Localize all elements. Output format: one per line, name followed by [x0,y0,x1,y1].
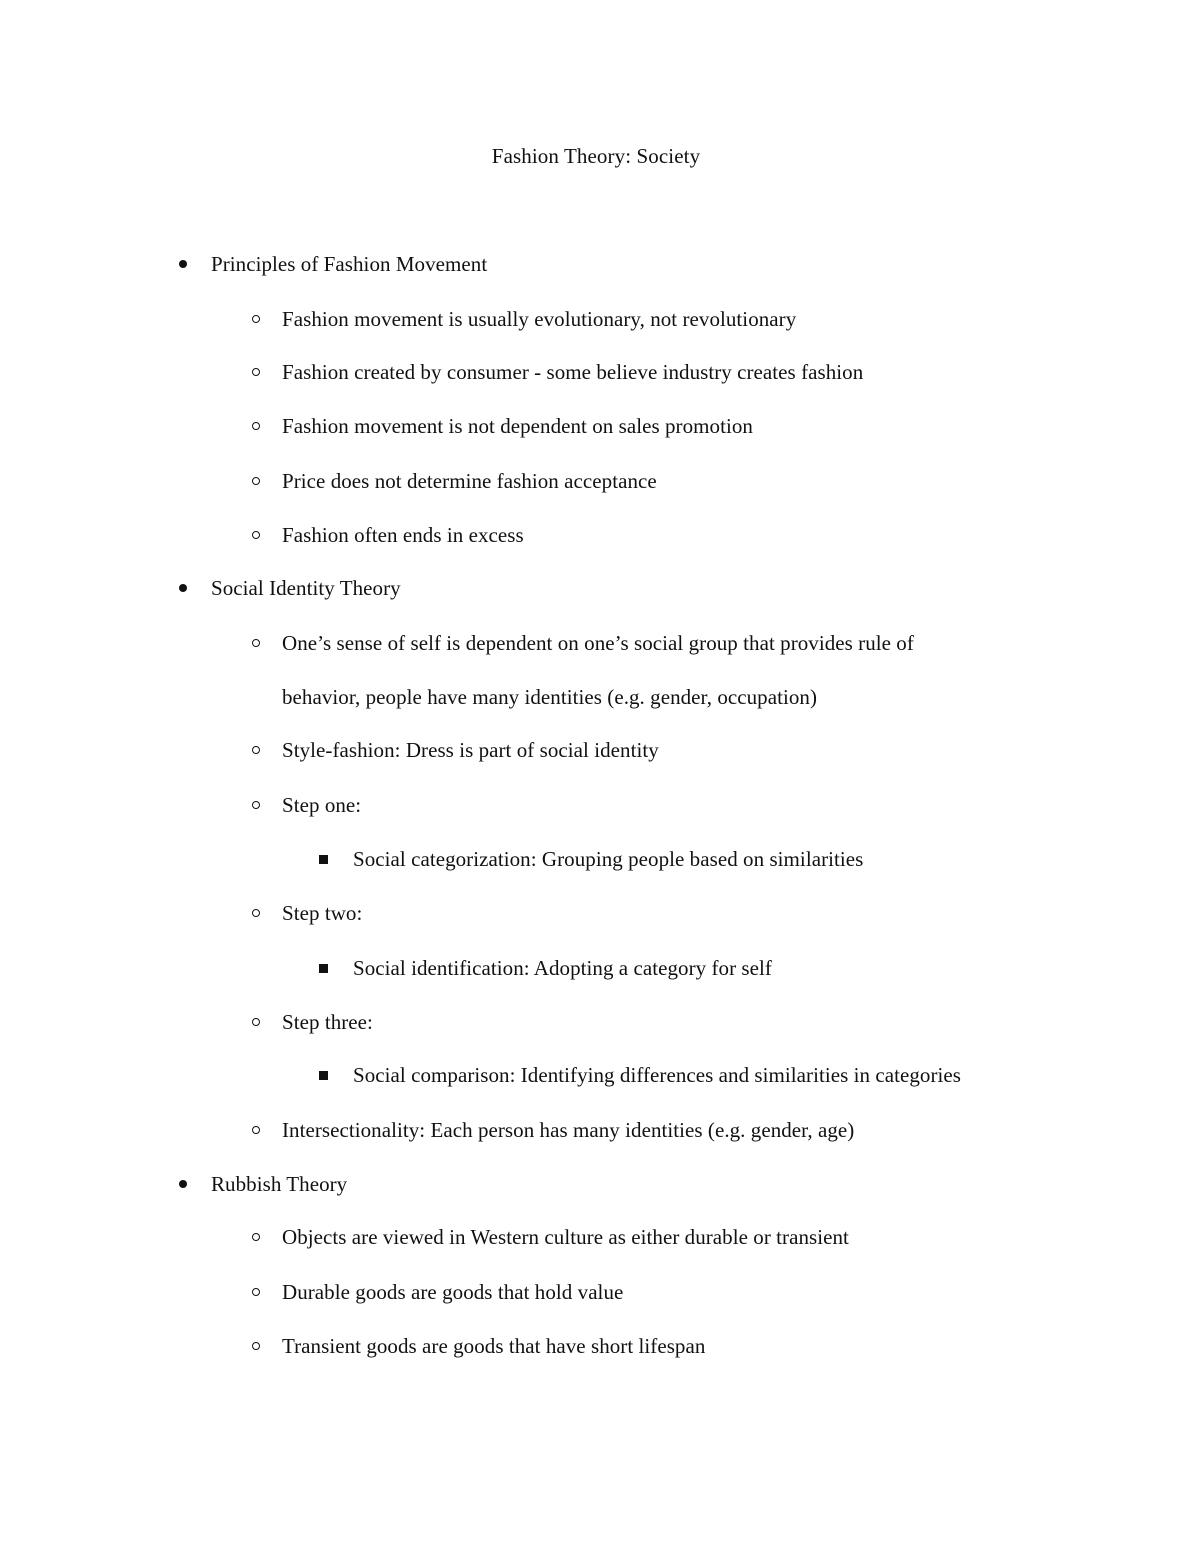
hollow-circle-bullet-icon [252,1126,260,1134]
list-item-text: Fashion created by consumer - some believe industry creates fashion [282,360,864,384]
filled-disc-bullet-icon [179,260,187,268]
hollow-circle-bullet-icon [252,1342,260,1350]
list-item-text: Transient goods are goods that have short lifespan [282,1334,706,1358]
hollow-circle-bullet-icon [252,909,260,917]
list-item [282,411,753,441]
section-heading [211,573,401,603]
hollow-circle-bullet-icon [252,422,260,430]
filled-square-bullet-icon [319,855,328,864]
hollow-circle-bullet-icon [252,1288,260,1296]
list-item-text: Price does not determine fashion acceptance [282,469,657,493]
document-title: Fashion Theory: Society [491,144,701,168]
sub-list-item [353,953,772,983]
filled-square-bullet-icon [319,964,328,973]
sub-list-item [353,844,863,874]
filled-disc-bullet-icon [179,1180,187,1188]
hollow-circle-bullet-icon [252,801,260,809]
list-item [282,357,863,387]
hollow-circle-bullet-icon [252,1233,260,1241]
sub-list-item-text: Social comparison: Identifying differences and similarities in categories [353,1063,961,1087]
list-item-text: Step two: [282,901,363,925]
list-item [282,1007,373,1037]
list-item [282,1331,705,1361]
list-item [282,304,796,334]
section-heading-text: Rubbish Theory [211,1172,348,1196]
list-item-text: Objects are viewed in Western culture as either durable or transient [282,1225,849,1249]
hollow-circle-bullet-icon [252,531,260,539]
sub-list-item-text: Social identification: Adopting a category for self [353,956,772,980]
list-item-text: One’s sense of self is dependent on one’s social group that provides rule of [282,631,914,655]
list-item-text: Fashion movement is usually evolutionary, not revolutionary [282,307,797,331]
filled-disc-bullet-icon [179,584,187,592]
hollow-circle-bullet-icon [252,639,260,647]
list-item [282,790,361,820]
section-heading-text: Social Identity Theory [211,576,401,600]
list-item [282,898,362,928]
section-heading [211,249,487,279]
list-item-text: Intersectionality: Each person has many identities (e.g. gender, age) [282,1118,855,1142]
sub-list-item [353,1060,961,1090]
list-item-text: Fashion movement is not dependent on sales promotion [282,414,753,438]
hollow-circle-bullet-icon [252,368,260,376]
hollow-circle-bullet-icon [252,315,260,323]
list-item-text: Step three: [282,1010,373,1034]
list-item [282,1222,849,1252]
list-item [282,1115,854,1145]
list-item-text: Fashion often ends in excess [282,523,524,547]
list-item [282,466,657,496]
list-item [282,628,914,658]
list-item-text: Style-fashion: Dress is part of social identity [282,738,659,762]
sub-list-item-text: Social categorization: Grouping people based on similarities [353,847,864,871]
hollow-circle-bullet-icon [252,1018,260,1026]
list-item-continuation [282,682,817,712]
section-heading [211,1169,347,1199]
list-item [282,1277,623,1307]
hollow-circle-bullet-icon [252,746,260,754]
list-item-text: Durable goods are goods that hold value [282,1280,624,1304]
list-item-text: Step one: [282,793,362,817]
list-item [282,520,524,550]
section-heading-text: Principles of Fashion Movement [211,252,488,276]
list-item [282,735,659,765]
hollow-circle-bullet-icon [252,477,260,485]
list-item-text: behavior, people have many identities (e.g. gender, occupation) [282,685,818,709]
filled-square-bullet-icon [319,1071,328,1080]
